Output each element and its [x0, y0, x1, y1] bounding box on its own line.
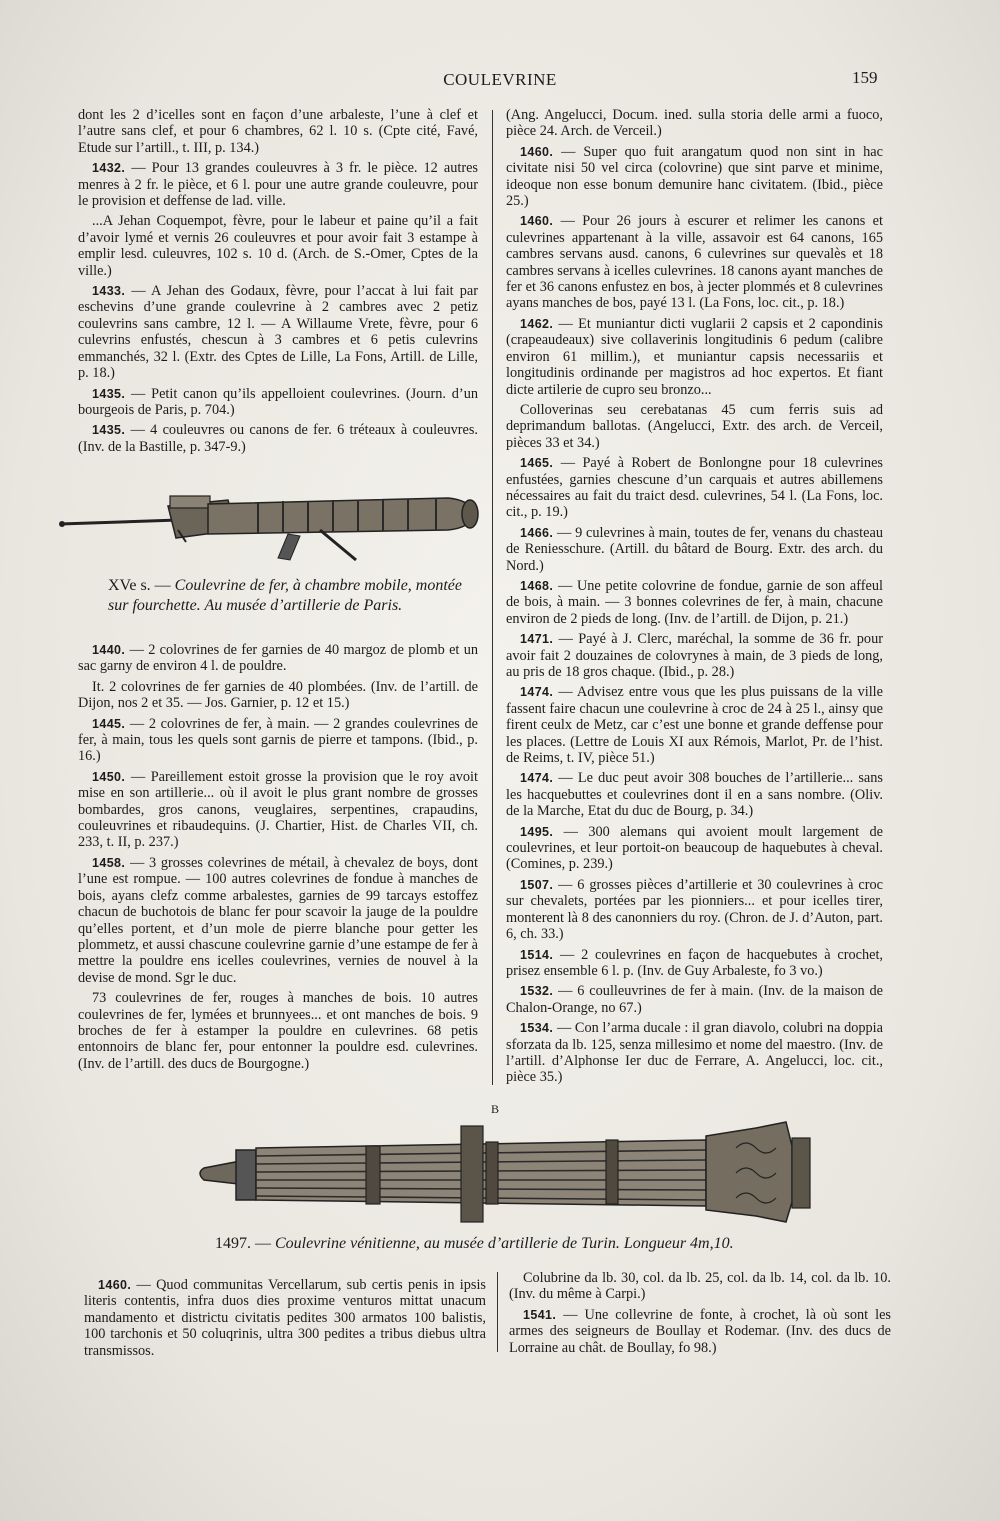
figure-caption-text: Coulevrine vénitienne, au musée d’artillerie de Turin. Longueur 4m,10. [275, 1235, 734, 1252]
entry [78, 213, 478, 279]
entry-year: 1474. [520, 771, 554, 786]
running-title: COULEVRINE [443, 70, 557, 89]
entry-year: 1460. [98, 1278, 132, 1292]
entry [506, 770, 883, 819]
left-column-middle [78, 642, 478, 1076]
column-divider-bottom [497, 1272, 498, 1352]
figure-letter: B [491, 1102, 500, 1116]
entry-year: 1471. [520, 632, 554, 647]
entry [506, 947, 883, 980]
entry-text: — Pour 26 jours à escurer et relimer les canons et culevrines appartenant à la ville, assavoir est 64 canons, 165 cambres servans ausd. canons, 6 culevrines sur quevalès et 18 cambres servans à icelles culevrines. 18 canons ayant manches de fer et 36 canons enfustez en bos, à jecter plommés et 8 culevrines ayans manches de bos, payé 13 l. (La Fons, loc. cit., p. 18.) [506, 213, 883, 312]
entry-year: 1465. [520, 456, 554, 471]
entry [506, 213, 883, 311]
entry [506, 684, 883, 766]
entry-text: — 6 grosses pièces d’artillerie et 30 coulevrines à croc sur chevalets, portées par les pionniers... et pour icelles tirer, monterent là 8 des canonniers du roy. (Chron. de J. d’Auton, part. 6, ch. 33.) [506, 876, 883, 943]
entry-year: 1534. [520, 1021, 554, 1036]
entry-text: ...A Jehan Coquempot, fèvre, pour le labeur et paine qu’il a fait d’avoir lymé et vernis 26 couleuvres et pour avoir fait 3 estampe à emplir lesd. culeuvres, 102 s. 10 d. (Arch. de S.-Omer, Cptes de la ville.) [78, 213, 478, 279]
entry-year: 1432. [92, 161, 126, 176]
entry [506, 578, 883, 627]
entry [509, 1270, 891, 1303]
entry-year: 1433. [92, 284, 126, 299]
entry-year: 1507. [520, 877, 554, 892]
entry-text: — Payé à Robert de Bonlongne pour 18 culevrines enfustées, garnies chescune d’un carquais et autres abillemens nécessaires au fait du traict desd. culevrines, 54 l. (La Fons, loc. cit., p. 19.) [506, 455, 883, 521]
figure-caption-text: Coulevrine de fer, à chambre mobile, montée sur fourchette. Au musée d’artillerie de Paris. [108, 577, 463, 614]
entry-year: 1435. [92, 386, 126, 401]
entry-text: — 2 colovrines de fer, à main. — 2 grandes coulevrines de fer, à main, tous les quels sont garnis de pierre et tampons. (Ibid., p. 16.) [78, 715, 478, 765]
entry [506, 983, 883, 1016]
entry [506, 455, 883, 521]
entry-year: 1462. [520, 316, 554, 331]
entry-text: — Une collevrine de fonte, à crochet, là où sont les armes des seigneurs de Boullay et Rodemar. (Inv. des ducs de Lorraine au chât. de Boullay, fo 98.) [509, 1306, 891, 1356]
entry-year: 1458. [92, 855, 126, 870]
entry-year: 1466. [520, 525, 554, 540]
entry-text: — Pareillement estoit grosse la provision que le roy avoit mise en son artillerie... où il avoit le plus grant nombre de grosses bombardes, gros canons, veuglaires, serpentines, crapaudins, couleuvrines et ribaudequins. (J. Chartier, Hist. de Charles VII, ch. 233, t. II, p. 237.) [78, 768, 478, 851]
venetian-coulevrine-illustration [196, 1118, 816, 1228]
entry-text: — Con l’arma ducale : il gran diavolo, colubri na doppia sforzata da lb. 125, senza millesimo et nome del maestro. (Inv. de l’artill. d’Alphonse Ier duc de Ferrare, A. Angelucci, loc. cit., pièce 35.) [506, 1020, 883, 1086]
entry-text: — Advisez entre vous que les plus puissans de la ville fassent faire chacun une coulevrine à croc de 24 à 25 l., ainsy que firent ceulx de Metz, car c’est une bonne et grande deffense pour les places. (Lettre de Louis XI aux Rémois, Marlot, Pr. de l’hist. de Reims, t. IV, pièce 51.) [506, 684, 883, 767]
entry-year: 1474. [520, 685, 554, 700]
entry-text: (Ang. Angelucci, Docum. ined. sulla storia delle armi a fuoco, pièce 24. Arch. de Verceil.) [506, 107, 883, 140]
entry [506, 877, 883, 943]
entry [506, 631, 883, 680]
entry-year: 1450. [92, 769, 126, 784]
entry [506, 1020, 883, 1086]
entry [78, 386, 478, 419]
entry-text: — Le duc peut avoir 308 bouches de l’artillerie... sans les hacquebuttes et coulevrines dont il en a sans nombre. (Oliv. de la Marche, Etat du duc de Bourg, p. 34.) [506, 770, 883, 820]
entry [78, 642, 478, 675]
entry [506, 144, 883, 210]
entry [78, 422, 478, 455]
entry-text: — 9 culevrines à main, toutes de fer, venans du chasteau de Reniesschure. (Artill. du bâtard de Bourg. Extr. des arch. du Nord.) [506, 524, 883, 574]
entry-text: — Petit canon qu’ils appelloient coulevrines. (Journ. d’un bourgeois de Paris, p. 704.) [78, 385, 478, 418]
entry [509, 1307, 891, 1356]
entry-text: — Pour 13 grandes couleuvres à 3 fr. le pièce. 12 autres menres à 2 fr. le pièce, et 6 l. pour une autre grande couleuvre, pour le provision et deffense de lad. ville. [78, 160, 478, 210]
entry [506, 525, 883, 574]
page-number: 159 [852, 68, 878, 87]
figure-caption-2 [215, 1234, 815, 1254]
coulevrine-fork-illustration [58, 478, 488, 568]
entry-text: — Une petite colovrine de fondue, garnie de son affeul de bois, à main. — 3 bonnes colevrines de fer, à main, chacune environ de 2 pieds de long. (Inv. de l’artill. de Dijon, p. 21.) [506, 577, 883, 627]
entry-text: — Et muniantur dicti vuglarii 2 capsis et 2 capondinis (crapeaudeaux) sive collaverinis longitudinis 6 pedum (calibre environ 61 millim.), et muniantur capsis necessariis et longitudinis ordinande per magistros ad hoc expertos. Et fiant dicte artilerie de cupro seu bronzo... [506, 315, 883, 398]
entry [84, 1277, 486, 1359]
left-column-top [78, 107, 478, 459]
entry [506, 402, 883, 451]
figure-caption-1 [108, 576, 478, 616]
entry-text: — 2 colovrines de fer garnies de 40 margoz de plomb et un sac garny de environ 4 l. de pouldre. [78, 642, 478, 675]
entry-year: 1460. [520, 214, 554, 229]
entry [78, 855, 478, 986]
entry-year: 1541. [523, 1307, 557, 1322]
entry-text: — 6 coulleuvrines de fer à main. (Inv. de la maison de Chalon-Orange, no 67.) [506, 983, 883, 1016]
right-column-bottom [509, 1270, 891, 1360]
entry-text: — 3 grosses colevrines de métail, à chevalez de boys, dont l’une est rompue. — 100 autres colevrines de fondue à manches de bois, ayans clefz comme arbalestes, garnies de 99 tarcays estoffez chacun de buchotois de blanc fer pour scavoir la jauge de la pouldre qu’elles portent, et d’un mole de pierre blanche pour getter les plommetz, et aussi chascune coulevrine garnie d’une estampe de fer à mettre la pouldre ens icelles coulevrines, vernies de nouvel à la devise de mond. Sgr le duc. [78, 854, 478, 986]
entry [506, 107, 883, 140]
entry-text: — Super quo fuit arangatum quod non sint in hac civitate nisi 50 vel circa (colovrine) que sint parve et minime, ideoque non esse bonum demunire hanc civitatem. (Ibid., pièce 25.) [506, 143, 883, 210]
entry [78, 107, 478, 156]
entry-year: 1460. [520, 144, 554, 159]
entry-text: — 2 coulevrines en façon de hacquebutes à crochet, prisez ensemble 6 l. p. (Inv. de Guy Arbaleste, fo 3 vo.) [506, 946, 883, 979]
column-divider [492, 110, 493, 1085]
entry-year: 1495. [520, 824, 554, 839]
figure-caption-prefix: XVe s. — [108, 577, 171, 594]
entry [506, 316, 883, 398]
entry-year: 1440. [92, 643, 126, 657]
entry-year: 1514. [520, 947, 554, 962]
entry [506, 824, 883, 873]
right-column-top [506, 107, 883, 1090]
entry-year: 1445. [92, 716, 126, 731]
entry-text: — 300 alemans qui avoient moult largement de coulevrines, et leur portoit-on beaucoup de haquebutes à cheval. (Comines, p. 239.) [506, 823, 883, 873]
entry-text: — Payé à J. Clerc, maréchal, la somme de 36 fr. pour avoir fait 2 douzaines de colovrynes à main, de 3 pieds de long, au pris de 18 gros chaque. (Ibid., p. 28.) [506, 631, 883, 680]
entry-text: — 4 couleuvres ou canons de fer. 6 tréteaux à couleuvres. (Inv. de la Bastille, p. 347-9.) [78, 422, 478, 455]
entry [78, 160, 478, 209]
left-column-bottom [84, 1277, 486, 1363]
entry [78, 990, 478, 1072]
entry-year: 1435. [92, 423, 126, 438]
entry-text: Colubrine da lb. 30, col. da lb. 25, col. da lb. 14, col. da lb. 10. (Inv. du même à Carpi.) [509, 1270, 891, 1303]
entry-year: 1468. [520, 578, 554, 593]
entry-text: — A Jehan des Godaux, fèvre, pour l’accat à lui fait par eschevins d’une grande coulevrine à 2 cambres avec 2 petiz coulevrins sans cambre, 12 l. — A Willaume Vrete, fèvre, pour 6 culevrins enfustés, chescun à 3 cambres et 6 petis culevrins emmanchés, 32 l. (Extr. des Cptes de Lille, La Fons, Artill. de Lille, p. 18.) [78, 283, 478, 382]
entry [78, 283, 478, 381]
entry-text: — Quod communitas Vercellarum, sub certis penis in ipsis literis contentis, infra duos dies proxime venturos mittat unacum mandamento et districtu civitatis pedites 300 armatos 100 balistis, 100 tarchonis et 50 coluqrinis, ultra 300 pedites a tribus diebus ultra transmissos. [84, 1277, 486, 1359]
figure-caption-prefix: 1497. — [215, 1235, 271, 1252]
entry-text: Colloverinas seu cerebatanas 45 cum ferris suis ad deprimandum ballotas. (Angelucci, Extr. des arch. de Verceil, pièces 33 et 34.) [506, 401, 883, 451]
entry [78, 769, 478, 851]
entry [78, 679, 478, 712]
entry [78, 716, 478, 765]
entry-text: It. 2 colovrines de fer garnies de 40 plombées. (Inv. de l’artill. de Dijon, nos 2 et 35. — Jos. Garnier, p. 12 et 15.) [78, 678, 478, 712]
entry-text: dont les 2 d’icelles sont en façon d’une arbaleste, l’une à clef et l’autre sans clef, et pour 6 chambres, 62 l. 10 s. (Cpte cité, Favé, Etude sur l’artill., t. III, p. 134.) [78, 107, 478, 156]
entry-text: 73 coulevrines de fer, rouges à manches de bois. 10 autres coulevrines de fer, lymées et brunnyees... et ont manches de bois. 9 broches de fer à estamper la pouldre en culevrines. 68 petis entonnoirs de blanc fer, pour entonner la pouldre esd. culevrines. (Inv. de l’artill. des ducs de Bourgogne.) [78, 990, 478, 1072]
entry-year: 1532. [520, 984, 554, 999]
